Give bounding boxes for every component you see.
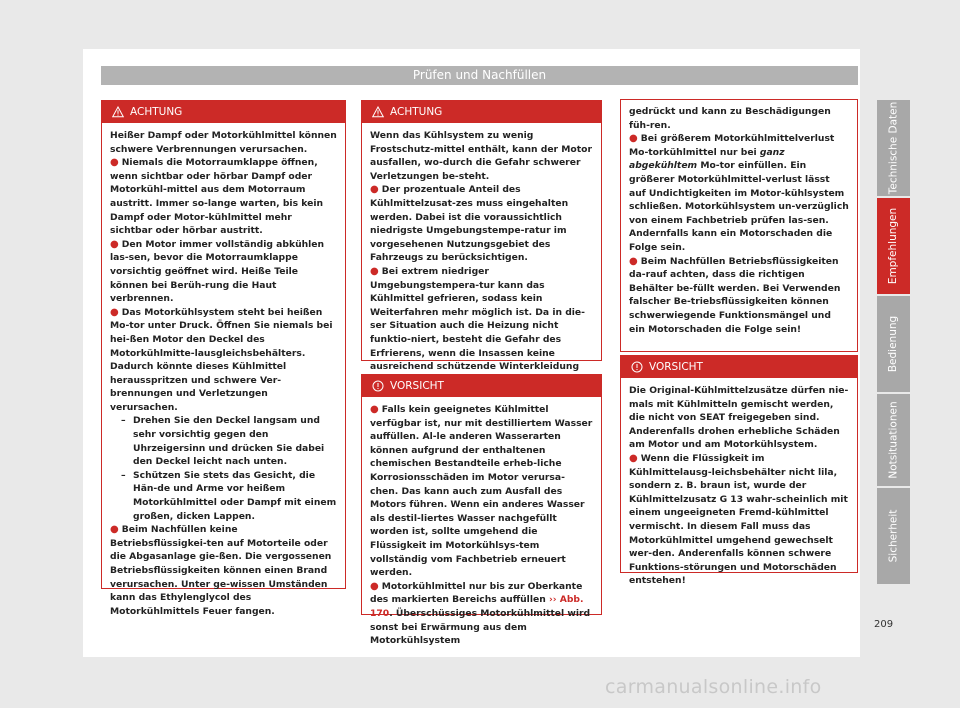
- tab-label: Sicherheit: [887, 509, 900, 563]
- page-title: Prüfen und Nachfüllen: [412, 68, 547, 82]
- warning-box-header: [102, 101, 345, 123]
- bullet-item: ● Das Motorkühlsystem steht bei heißen Mo-tor unter Druck. Öffnen Sie niemals bei hei-ßen Motor den Deckel des Motorkühlmitte-lausgleichsbehälters. Dadurch könnte dieses Kühlmittel herausspritzen und schwere Ver-brennungen und Verletzungen verursachen.: [110, 306, 333, 413]
- figure-reference-link[interactable]: ›› Abb. 170: [370, 594, 584, 619]
- continuation-text: gedrückt und kann zu Beschädigungen füh-ren.: [629, 106, 831, 131]
- warning-box-header: [362, 101, 601, 123]
- tab-technische-daten[interactable]: [877, 100, 910, 196]
- warning-box-body: [102, 123, 345, 618]
- bullet-text: Falls kein geeignetes Kühlmittel verfügbar ist, nur mit destilliertem Wasser auffüllen. Al-le anderen Wasserarten können aufgrund der enthaltenen chemischen Bestandteile erheb-liche Korrosionsschäden im Motor verursa-chen. Das kann auch zum Ausfall des Motors führen. Wenn ein anderes Wasser als destil-liertes Wasser nachgefüllt worden ist, sollte umgehend die Flüssigkeit im Motorkühlsys-tem vollständig vom Fachbetrieb erneuert werden.: [370, 404, 593, 579]
- tab-empfehlungen[interactable]: [877, 198, 910, 294]
- bullet-item: ● Motorkühlmittel nur bis zur Oberkante des markierten Bereichs auffüllen ›› Abb. 170. Überschüssiges Motorkühlmittel wird sonst bei Erwärmung aus dem Motorkühlsystem: [370, 580, 591, 647]
- bullet-item: ● Den Motor immer vollständig abkühlen las-sen, bevor die Motorraumklappe vorsichtig geöffnet wird. Heiße Teile können bei Berüh-rung die Haut verbrennen.: [110, 238, 325, 305]
- tab-label: Empfehlungen: [887, 207, 900, 285]
- continuation-body: [621, 100, 857, 336]
- bullet-text: Motorkühlmittel nur bis zur Oberkante des markierten Bereichs auffüllen: [370, 580, 583, 606]
- bullet-text: Das Motorkühlsystem steht bei heißen Mo-tor unter Druck. Öffnen Sie niemals bei hei-ßen Motor den Deckel des Motorkühlmitte-lausgleichsbehälters. Dadurch könnte dieses Kühlmittel herausspritzen und schwere Ver-brennungen und Verletzungen verursachen.: [110, 306, 333, 413]
- warning-label: ACHTUNG: [390, 106, 443, 118]
- dash-text: Drehen Sie den Deckel langsam und sehr vorsichtig gegen den Uhrzeigersinn und drücken Sie dabei den Deckel leicht nach unten.: [133, 415, 325, 468]
- tab-sicherheit[interactable]: [877, 488, 910, 584]
- bullet-item: ● Niemals die Motorraumklappe öffnen, wenn sichtbar oder hörbar Dampf oder Motorkühl-mittel aus dem Motorraum austritt. Immer so-lange warten, bis kein Dampf oder Motor-kühlmittel mehr sichtbar oder hörbar austritt.: [110, 157, 324, 237]
- dash-item: – Schützen Sie stets das Gesicht, die Hän-de und Arme vor heißem Motorkühlmittel oder Dampf mit einem großen, dicken Lappen.: [121, 469, 337, 522]
- warning-intro: Wenn das Kühlsystem zu wenig Frostschutz-mittel enthält, kann der Motor ausfallen, wo-durch die Gefahr schwerer Verletzungen be-steht.: [370, 130, 592, 182]
- bullet-item: ● Beim Nachfüllen keine Betriebsflüssigkei-ten auf Motorteile oder die Abgasanlage gie-ßen. Die vergossenen Betriebsflüssigkeiten können einen Brand verursachen. Unter ge-wissen Umständen kann das Ethylenglycol des Motorkühlmittels Feuer fangen.: [110, 524, 332, 617]
- tab-label: Bedienung: [887, 315, 900, 373]
- caution-label: VORSICHT: [649, 361, 703, 373]
- bullet-text: Bei größerem Motorkühlmittelverlust Mo-torkühlmittel nur bei: [629, 133, 835, 158]
- bullet-text: Mo-tor einfüllen. Ein größerer Motorkühlmittel-verlust lässt auf Undichtigkeiten im Motor-kühlsystem schließen. Motorkühlsystem un-verzüglich von einem Fachbetrieb prüfen las-sen. Andernfalls kann ein Motorschaden die Folge sein.: [629, 160, 849, 253]
- page-header-bar: [101, 66, 858, 85]
- caution-intro: Die Original-Kühlmittelzusätze dürfen nie-mals mit Kühlmitteln gemischt werden, die nicht von SEAT freigegeben sind. Anderenfalls drohen erhebliche Schäden am Motor und am Motorkühlsystem.: [629, 385, 849, 451]
- bullet-text: Beim Nachfüllen keine Betriebsflüssigkei-ten auf Motorteile oder die Abgasanlage gie-ßen. Die vergossenen Betriebsflüssigkeiten können einen Brand verursachen. Unter ge-wissen Umständen kann das Ethylenglycol des Motorkühlmittels Feuer fangen.: [110, 524, 332, 617]
- warning-triangle-icon: [372, 106, 384, 118]
- bullet-text: . Überschüssiges Motorkühlmittel wird sonst bei Erwärmung aus dem Motorkühlsystem: [370, 607, 591, 647]
- caution-box-body: [621, 378, 857, 588]
- bullet-text: Bei extrem niedriger Umgebungstempera-tur kann das Kühlmittel gefrieren, sodass kein Weiterfahren mehr möglich ist. Da in die-ser Situation auch die Heizung nicht funktio-niert, besteht die Gefahr des Erfrierens, wenn die Insassen keine ausreichend schützende Winterkleidung: [370, 265, 585, 373]
- bullet-text: Beim Nachfüllen Betriebsflüssigkeiten da-rauf achten, dass die richtigen Behälter be-füllt werden. Bei Verwenden falscher Be-triebsflüssigkeiten können schwerwiegende Funktionsmängel und ein Motorschaden die Folge sein!: [629, 255, 841, 335]
- tab-bedienung[interactable]: [877, 296, 910, 392]
- tab-label: Notsituationen: [887, 401, 900, 479]
- bullet-item: ● Falls kein geeignetes Kühlmittel verfügbar ist, nur mit destilliertem Wasser auffüllen. Al-le anderen Wasserarten können aufgrund der enthaltenen chemischen Bestandteile erheb-liche Korrosionsschäden im Motor verursa-chen. Das kann auch zum Ausfall des Motors führen. Wenn ein anderes Wasser als destil-liertes Wasser nachgefüllt worden ist, sollte umgehend die Flüssigkeit im Motorkühlsys-tem vollständig vom Fachbetrieb erneuert werden.: [370, 404, 593, 579]
- warning-box-body: [362, 123, 601, 387]
- bullet-item: ● Bei extrem niedriger Umgebungstempera-tur kann das Kühlmittel gefrieren, sodass kein Weiterfahren mehr möglich ist. Da in die-ser Situation auch die Heizung nicht funktio-niert, besteht die Gefahr des Erfrierens, wenn die Insassen keine ausreichend schützende Winterkleidung: [370, 265, 593, 387]
- info-circle-icon: [631, 361, 643, 373]
- continuation-box: [620, 99, 858, 352]
- dash-text: Schützen Sie stets das Gesicht, die Hän-de und Arme vor heißem Motorkühlmittel oder Dampf mit einem großen, dicken Lappen.: [133, 469, 337, 522]
- caution-box-coolant: [361, 374, 602, 647]
- bullet-item: ● Beim Nachfüllen Betriebsflüssigkeiten da-rauf achten, dass die richtigen Behälter be-füllt werden. Bei Verwenden falscher Be-triebsflüssigkeiten können schwerwiegende Funktionsmängel und ein Motorschaden die Folge sein!: [629, 255, 841, 335]
- warning-box-antifreeze: [361, 100, 602, 373]
- page-number: 209: [874, 619, 894, 630]
- bullet-item: ● Der prozentuale Anteil des Kühlmittelzusat-zes muss eingehalten werden. Dabei ist die voraussichtlich niedrigste Umgebungstempe-ratur im vorgesehenen Nutzungsgebiet des Fahrzeugs zu berücksichtigen.: [370, 184, 569, 264]
- caution-label: VORSICHT: [390, 380, 444, 392]
- bullet-text: Der prozentuale Anteil des Kühlmittelzusat-zes muss eingehalten werden. Dabei ist die voraussichtlich niedrigste Umgebungstempe-ratur im vorgesehenen Nutzungsgebiet des Fahrzeugs zu berücksichtigen.: [370, 184, 569, 264]
- bullet-text: Wenn die Flüssigkeit im Kühlmittelausg-leichsbehälter nicht lila, sondern z. B. braun ist, wurde der Kühlmittelzusatz G 13 wahr-scheinlich mit einem ungeeigneten Fremd-kühlmittel vermischt. In diesem Fall muss das Motorkühlmittel umgehend gewechselt wer-den. Anderenfalls können schwere Funktions-störungen und Motorschäden entstehen!: [629, 452, 848, 587]
- warning-box-hot-steam: [101, 100, 346, 617]
- caution-box-body: [362, 397, 601, 648]
- caution-box-header: [621, 356, 857, 378]
- warning-intro: Heißer Dampf oder Motorkühlmittel können schwere Verbrennungen verursachen.: [110, 130, 337, 155]
- caution-box-additives: [620, 355, 858, 587]
- watermark: carmanualsonline.info: [605, 676, 822, 698]
- bullet-text: Den Motor immer vollständig abkühlen las-sen, bevor die Motorraumklappe vorsichtig geöffnet wird. Heiße Teile können bei Berüh-rung die Haut verbrennen.: [110, 238, 325, 305]
- bullet-text: Niemals die Motorraumklappe öffnen, wenn sichtbar oder hörbar Dampf oder Motorkühl-mittel aus dem Motorraum austritt. Immer so-lange warten, bis kein Dampf oder Motor-kühlmittel mehr sichtbar oder hörbar austritt.: [110, 157, 324, 237]
- bullet-item: ● Bei größerem Motorkühlmittelverlust Mo-torkühlmittel nur bei ganz abgekühltem Mo-tor einfüllen. Ein größerer Motorkühlmittel-verlust lässt auf Undichtigkeiten im Motor-kühlsystem schließen. Motorkühlsystem un-verzüglich von einem Fachbetrieb prüfen las-sen. Andernfalls kann ein Motorschaden die Folge sein.: [629, 133, 849, 253]
- info-circle-icon: [372, 380, 384, 392]
- caution-box-header: [362, 375, 601, 397]
- tab-label: Technische Daten: [887, 101, 900, 195]
- warning-label: ACHTUNG: [130, 106, 183, 118]
- dash-item: – Drehen Sie den Deckel langsam und sehr vorsichtig gegen den Uhrzeigersinn und drücken Sie dabei den Deckel leicht nach unten.: [121, 415, 325, 468]
- emphasis-text: ganz abgekühltem: [629, 146, 785, 172]
- warning-triangle-icon: [112, 106, 124, 118]
- bullet-item: ● Wenn die Flüssigkeit im Kühlmittelausg-leichsbehälter nicht lila, sondern z. B. braun ist, wurde der Kühlmittelzusatz G 13 wahr-scheinlich mit einem ungeeigneten Fremd-kühlmittel vermischt. In diesem Fall muss das Motorkühlmittel umgehend gewechselt wer-den. Anderenfalls können schwere Funktions-störungen und Motorschäden entstehen!: [629, 452, 848, 587]
- tab-notsituationen[interactable]: [877, 394, 910, 486]
